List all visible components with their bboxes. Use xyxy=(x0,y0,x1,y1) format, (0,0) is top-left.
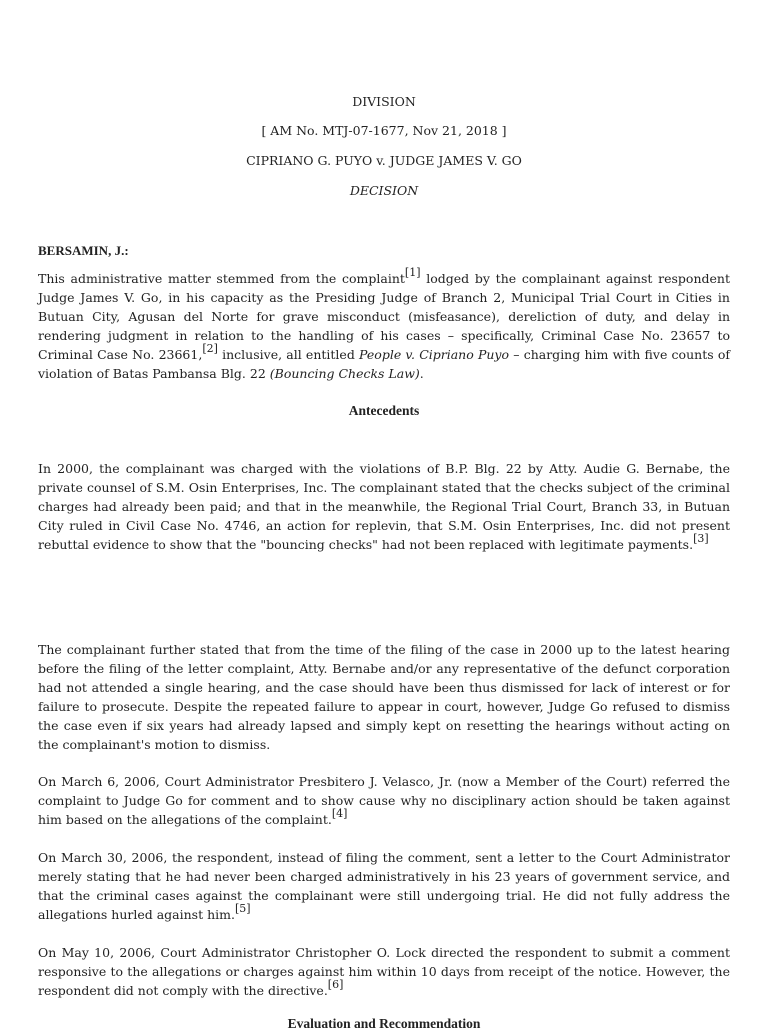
paragraph-intro xyxy=(38,266,730,383)
paragraph-text: . xyxy=(419,366,424,381)
paragraph-text: On March 30, 2006, the respondent, instead of filing the comment, sent a letter to the Court Administrator merely stating that he had never been charged administratively in his 23 years of government service, and that the criminal cases against the complainant were still undergoing trial. He did not fully address the allegations hurled against him. xyxy=(38,850,730,922)
paragraph-antecedents-2 xyxy=(38,640,730,754)
paragraph-text: In 2000, the complainant was charged with the violations of B.P. Blg. 22 by Atty. Audie G. Bernabe, the private counsel of S.M. Osin Enterprises, Inc. The complainant stated that the checks subject of the criminal charges had already been paid; and that in the meanwhile, the Regional Trial Court, Branch 33, in Butuan City ruled in Civil Case No. 4746, an action for replevin, that S.M. Osin Enterprises, Inc. did not present rebuttal evidence to show that the "bouncing checks" had not been replaced with legitimate payments. xyxy=(38,461,730,552)
footnote-ref-3[interactable]: [3] xyxy=(693,532,709,545)
paragraph-text: inclusive, all entitled xyxy=(217,347,360,362)
footnote-ref-2[interactable]: [2] xyxy=(202,342,218,355)
ponente-name: BERSAMIN, J.: xyxy=(38,243,129,258)
footnote-ref-5[interactable]: [5] xyxy=(234,902,251,915)
section-heading-evaluation: Evaluation and Recommendation xyxy=(287,1016,481,1031)
case-parties: CIPRIANO G. PUYO v. JUDGE JAMES V. GO xyxy=(246,153,522,168)
paragraph-text: On May 10, 2006, Court Administrator Christopher O. Lock directed the respondent to submit a comment responsive to the allegations or charges against him within 10 days from receipt of the notice. However, the respondent did not comply with the directive. xyxy=(38,945,730,998)
footnote-ref-1[interactable]: [1] xyxy=(404,266,421,279)
paragraph-antecedents-3 xyxy=(38,772,730,829)
paragraph-text: – charging him with five counts of violation of Batas Pambansa Blg. 22 xyxy=(38,347,730,381)
paragraph-antecedents-5 xyxy=(38,943,730,1000)
footnote-ref-4[interactable]: [4] xyxy=(331,807,348,820)
case-number: [ AM No. MTJ-07-1677, Nov 21, 2018 ] xyxy=(261,123,507,138)
law-name: (Bouncing Checks Law) xyxy=(269,366,420,381)
case-title: People v. Cipriano Puyo xyxy=(359,347,510,362)
paragraph-text: lodged by the complainant against respondent Judge James V. Go, in his capacity as the Presiding Judge of Branch 2, Municipal Trial Court in Cities in Butuan City, Agusan del Norte for grave misconduct (misfeasance), dereliction of duty, and delay in rendering judgment in relation to the handling of his cases – specifically, Criminal Case No. 23657 to Criminal Case No. 23661, xyxy=(38,271,730,362)
section-heading-antecedents: Antecedents xyxy=(348,403,420,418)
paragraph-text: On March 6, 2006, Court Administrator Presbitero J. Velasco, Jr. (now a Member of the Court) referred the complaint to Judge Go for comment and to show cause why no disciplinary action should be taken against him based on the allegations of the complaint. xyxy=(38,774,730,827)
document-type: DECISION xyxy=(349,183,419,198)
paragraph-text: This administrative matter stemmed from the complaint xyxy=(38,271,405,286)
footnote-ref-6[interactable]: [6] xyxy=(327,978,344,991)
paragraph-antecedents-4 xyxy=(38,848,730,924)
paragraph-antecedents-1 xyxy=(38,459,730,554)
paragraph-text: The complainant further stated that from the time of the filing of the case in 2000 up to the latest hearing before the filing of the letter complaint, Atty. Bernabe and/or any representative of the defunct corporation had not attended a single hearing, and the case should have been thus dismissed for lack of interest or for failure to prosecute. Despite the repeated failure to appear in court, however, Judge Go refused to dismiss the case even if six years had already lapsed and simply kept on resetting the hearings without acting on the complainant's motion to dismiss. xyxy=(38,642,730,752)
division-label: DIVISION xyxy=(352,94,416,109)
